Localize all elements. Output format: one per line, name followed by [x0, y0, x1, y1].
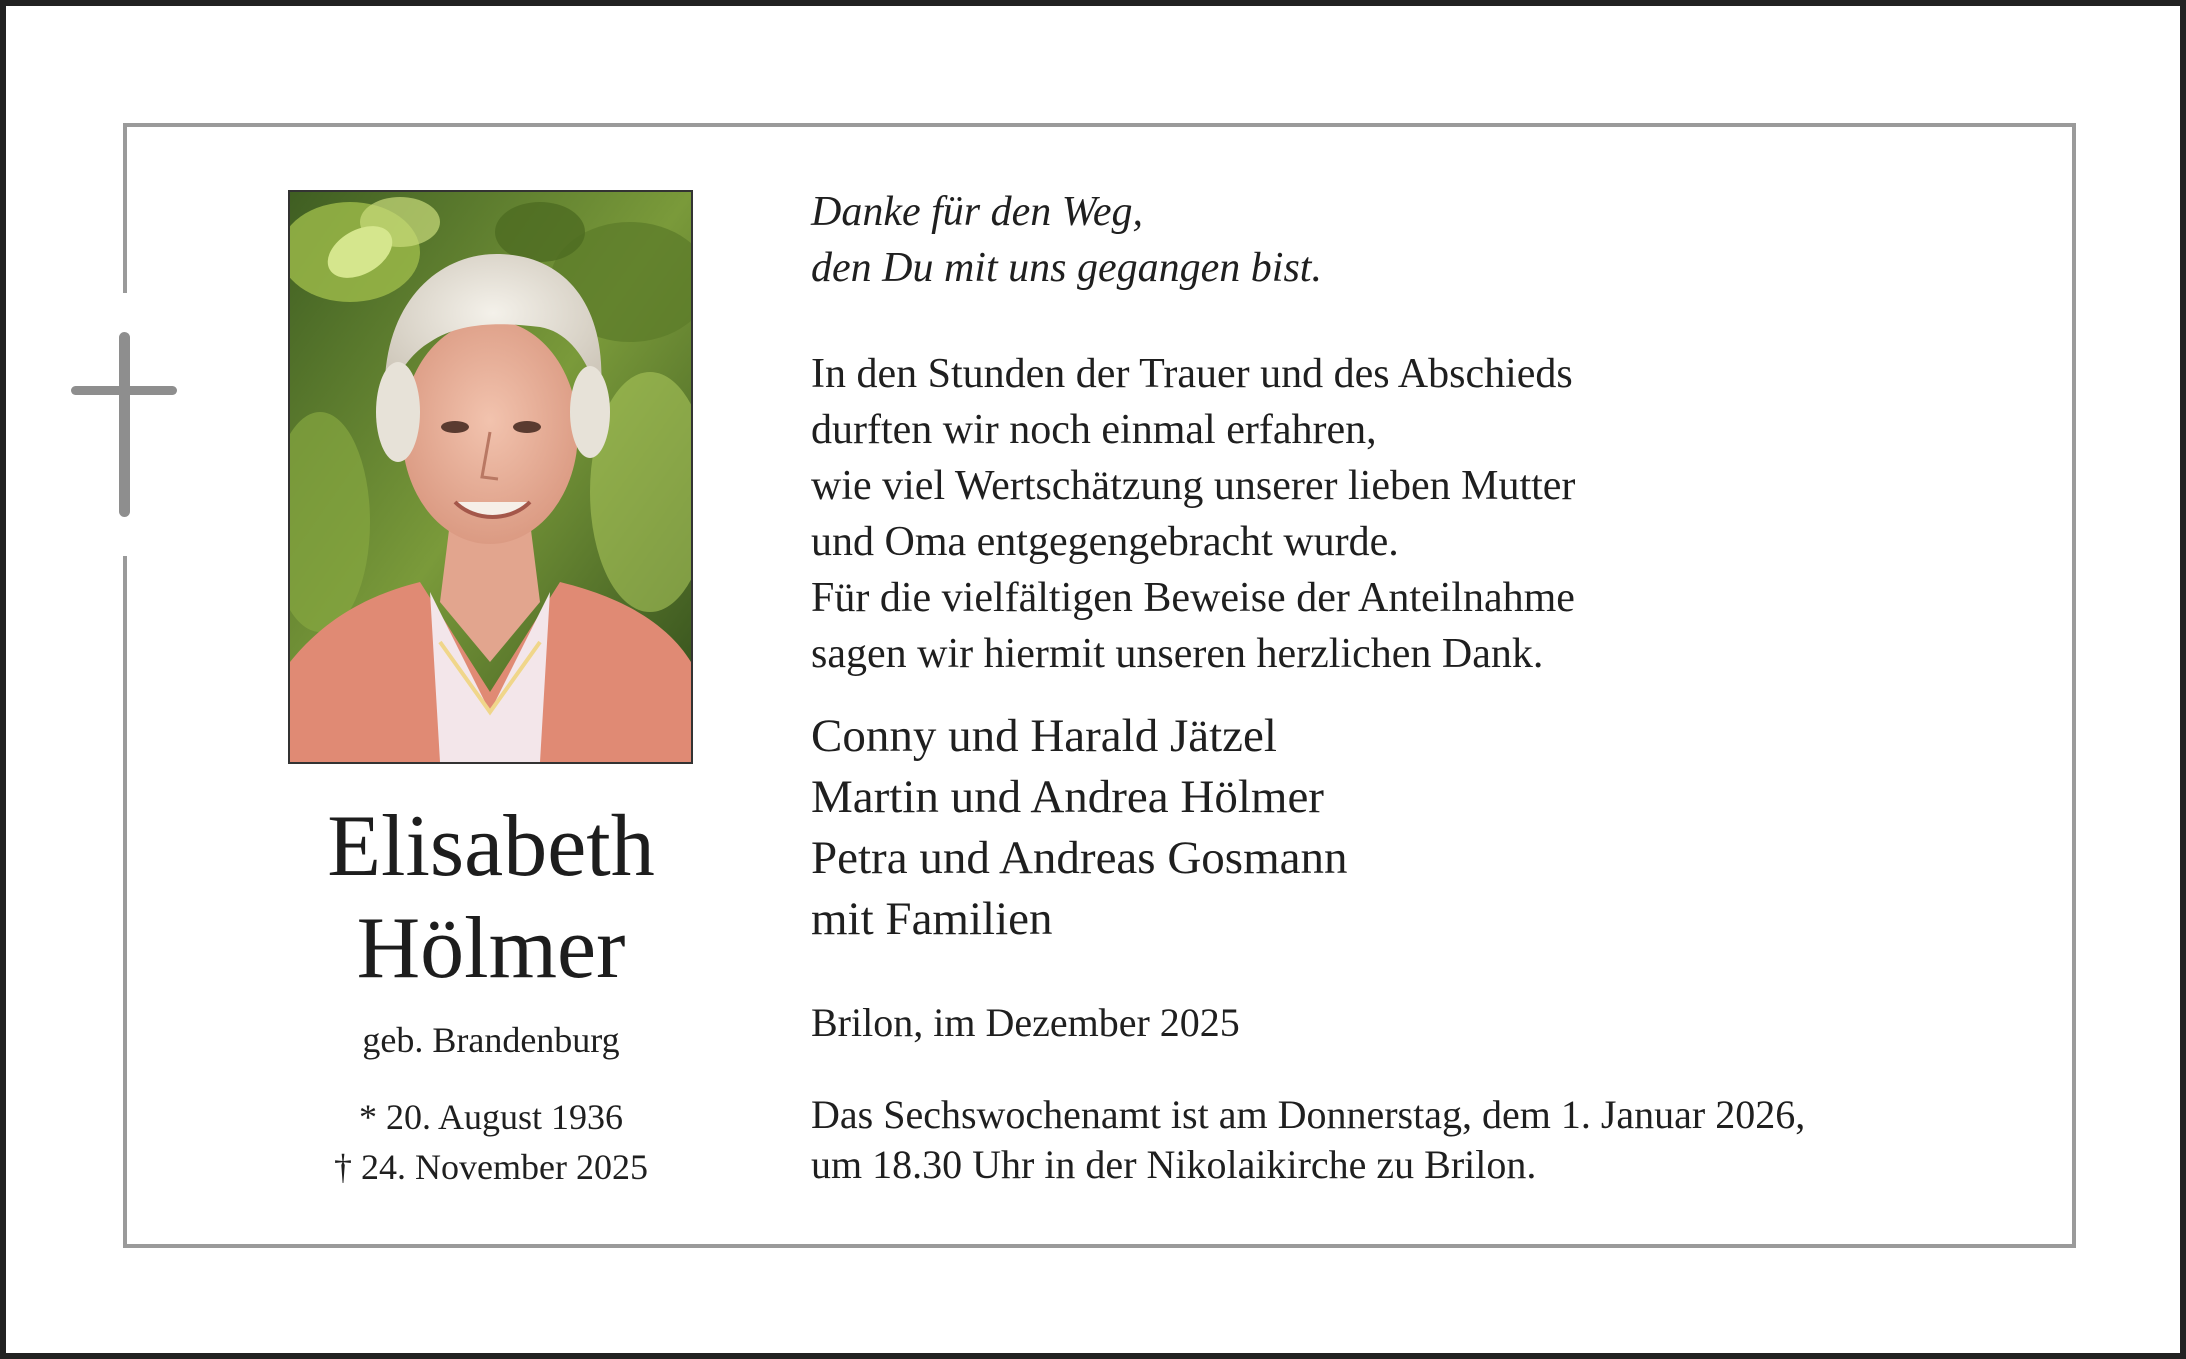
last-name: Hölmer — [356, 900, 626, 997]
family-signatures — [811, 706, 1347, 950]
cross-vertical-bar — [119, 332, 130, 517]
thanks-line: Für die vielfältigen Beweise der Anteilnahme — [811, 575, 1575, 621]
cross-horizontal-bar — [71, 386, 177, 395]
thanks-line: sagen wir hiermit unseren herzlichen Dank. — [811, 631, 1544, 677]
service-info — [811, 1090, 1805, 1190]
service-line: um 18.30 Uhr in der Nikolaikirche zu Brilon. — [811, 1142, 1537, 1187]
maiden-name: geb. Brandenburg — [362, 1020, 620, 1060]
service-line: Das Sechswochenamt ist am Donnerstag, dem 1. Januar 2026, — [811, 1092, 1806, 1137]
place-date: Brilon, im Dezember 2025 — [811, 1000, 1240, 1045]
family-line: Martin und Andrea Hölmer — [811, 771, 1324, 823]
thanks-line: wie viel Wertschätzung unserer lieben Mutter — [811, 463, 1576, 509]
motto-line: den Du mit uns gegangen bist. — [811, 245, 1322, 291]
death-date: † 24. November 2025 — [334, 1147, 648, 1187]
thanks-text — [811, 346, 1575, 682]
thanks-line: durften wir noch einmal erfahren, — [811, 407, 1377, 453]
family-line: Petra und Andreas Gosmann — [811, 832, 1348, 884]
motto-text — [811, 184, 1322, 296]
deceased-name — [246, 796, 736, 1000]
first-name: Elisabeth — [327, 798, 655, 895]
thanks-line: In den Stunden der Trauer und des Abschieds — [811, 351, 1573, 397]
family-line: Conny und Harald Jätzel — [811, 710, 1277, 762]
birth-date: * 20. August 1936 — [358, 1097, 624, 1137]
thanks-line: und Oma entgegengebracht wurde. — [811, 519, 1399, 565]
motto-line: Danke für den Weg, — [811, 189, 1144, 235]
family-line: mit Familien — [811, 893, 1053, 945]
life-dates — [246, 1092, 736, 1192]
portrait-photo — [288, 190, 693, 764]
portrait-illustration — [290, 192, 691, 762]
